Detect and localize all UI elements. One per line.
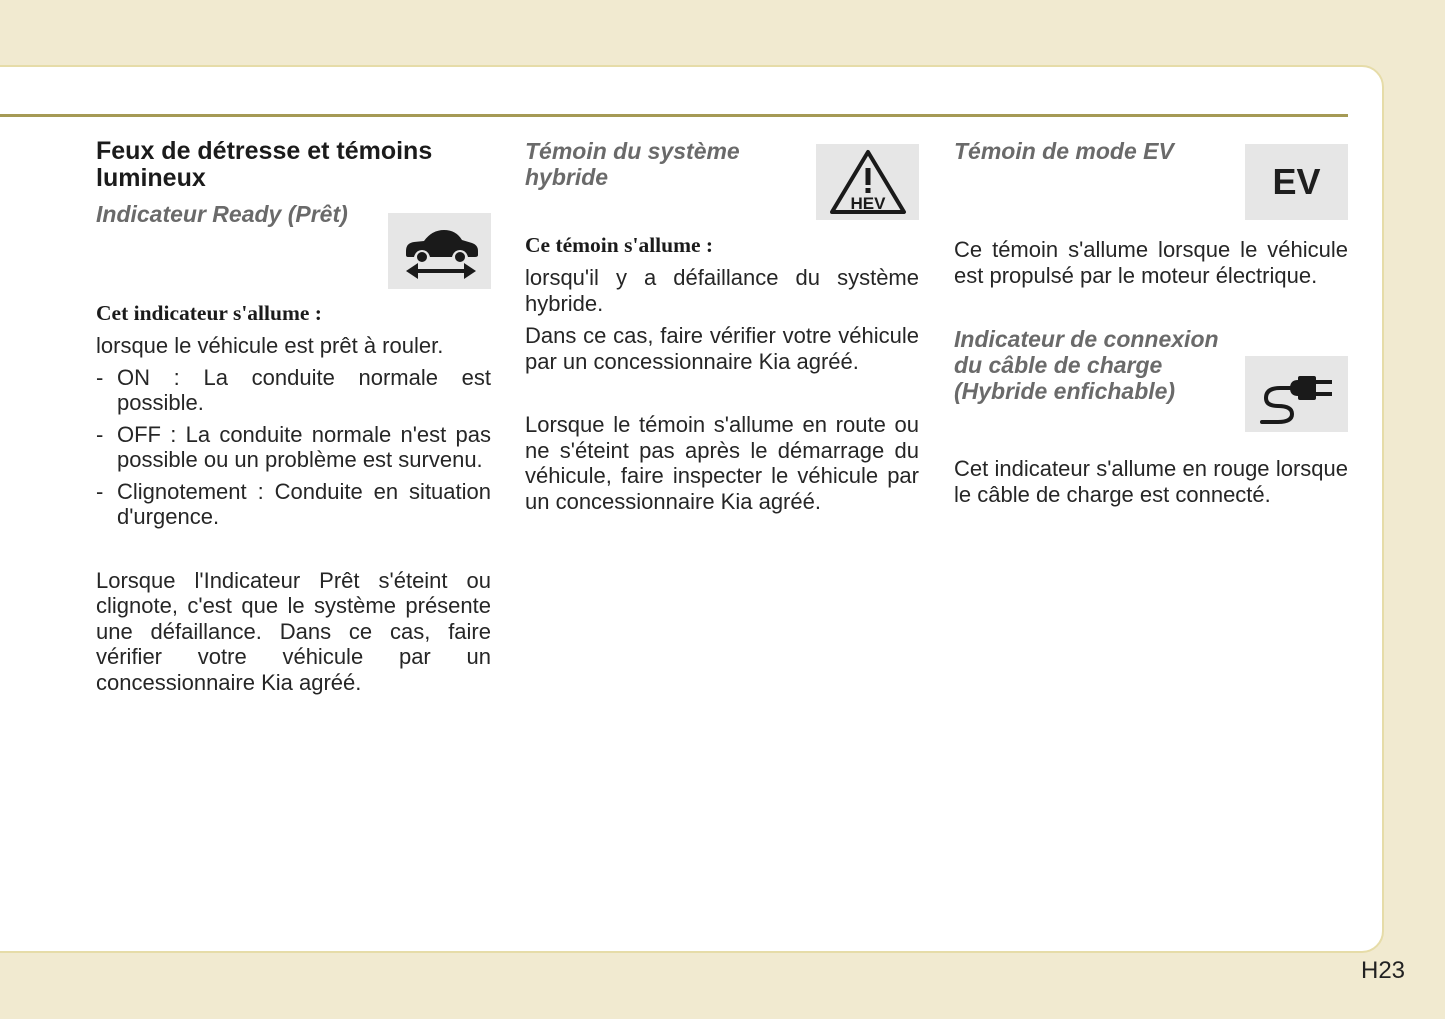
hev-warning-icon [828, 148, 908, 216]
charge-icon-box [1245, 356, 1348, 432]
ev-icon-box [1245, 144, 1348, 220]
ready-indicator-title: Indicateur Ready (Prêt) [96, 201, 348, 227]
section-title: Feux de détresse et témoins lumineux [96, 137, 433, 192]
hybrid-para-1: lorsqu'il y a défaillance du système hybride. [525, 265, 919, 316]
ev-para: Ce témoin s'allume lorsque le véhicule est propulsé par le moteur électrique. [954, 237, 1348, 288]
ready-icon-box [388, 213, 491, 289]
hybrid-para-3: Lorsque le témoin s'allume en route ou ne s'éteint pas après le démarrage du véhicule, faire inspecter le véhicule par un concessionnaire Kia agréé. [525, 412, 919, 514]
list-item: - Clignotement : Conduite en situation d'urgence. [96, 478, 491, 529]
hev-icon-box [816, 144, 919, 220]
ready-intro: lorsque le véhicule est prêt à rouler. [96, 333, 444, 358]
charge-cable-title: Indicateur de connexion du câble de charge (Hybride enfichable) [954, 326, 1219, 404]
ready-state-list [96, 365, 491, 530]
list-item: - ON : La conduite normale est possible. [96, 364, 491, 415]
ready-heading: Cet indicateur s'allume : [96, 301, 322, 325]
column-ev-mode [954, 138, 1348, 507]
charge-plug-icon [1252, 362, 1342, 426]
hybrid-heading: Ce témoin s'allume : [525, 233, 714, 257]
list-item: - OFF : La conduite normale n'est pas possible ou un problème est survenu. [96, 421, 491, 472]
hybrid-warning-title: Témoin du système hybride [525, 138, 740, 190]
car-arrows-icon [398, 221, 482, 281]
page-number: H23 [1361, 957, 1406, 984]
ev-icon: EV [1272, 161, 1321, 202]
hybrid-para-2: Dans ce cas, faire vérifier votre véhicule par un concessionnaire Kia agréé. [525, 323, 919, 374]
ev-mode-title: Témoin de mode EV [954, 138, 1174, 164]
svg-text:HEV: HEV [850, 194, 885, 213]
column-ready-indicator [96, 138, 491, 695]
header-rule [0, 114, 1348, 117]
column-hybrid-system [525, 138, 919, 514]
ready-note: Lorsque l'Indicateur Prêt s'éteint ou clignote, c'est que le système présente une défaillance. Dans ce cas, faire vérifier votre véhicule par un concessionnaire Kia agréé. [96, 567, 491, 695]
charge-para: Cet indicateur s'allume en rouge lorsque le câble de charge est connecté. [954, 456, 1348, 507]
